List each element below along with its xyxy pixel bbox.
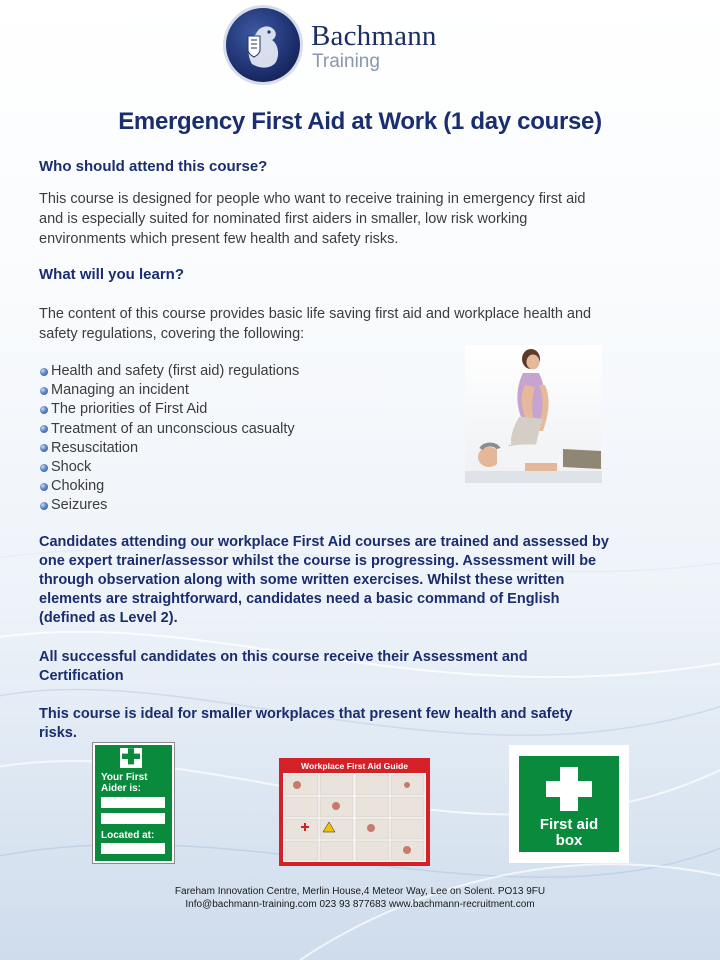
text-line: (defined as Level 2). [39,610,178,626]
guide-title: Workplace First Aid Guide [301,761,408,771]
text-line: environments which present few health and safety risks. [39,231,399,247]
footer-contact: Info@bachmann-training.com 023 93 877683 www.bachmann-recruitment.com [185,899,535,910]
bullet-icon [40,406,48,414]
bullet-icon [40,444,48,452]
box-line-2: box [555,832,583,849]
text-line: All successful candidates on this course receive their Assessment and [39,649,528,665]
text-line: through observation along with some written exercises. Whilst these written [39,572,565,588]
topic-list [40,362,299,516]
page-title: Emergency First Aid at Work (1 day course) [118,108,602,135]
section-body-who [39,189,679,249]
first-aider-sign [92,742,175,864]
text-line: elements are straightforward, candidates need a basic command of English [39,591,560,607]
lion-crest-icon [222,4,304,86]
list-item: Shock [40,458,299,477]
sign-line-1: Your First [101,772,148,783]
list-item: Health and safety (first aid) regulations [40,362,299,381]
text-line: This course is ideal for smaller workplaces that present few health and safety [39,706,573,722]
list-item: Treatment of an unconscious casualty [40,420,299,439]
first-aid-guide-poster [279,758,430,866]
list-item: Resuscitation [40,439,299,458]
text-line: safety regulations, covering the following: [39,326,305,342]
section-heading-who: Who should attend this course? [39,158,268,175]
ideal-for-paragraph [39,705,679,743]
logo-name: Bachmann [311,20,437,52]
list-item: Managing an incident [40,381,299,400]
section-heading-learn: What will you learn? [39,266,185,283]
text-line: risks. [39,725,77,741]
text-line: The content of this course provides basic life saving first aid and workplace health and [39,306,592,322]
list-item: The priorities of First Aid [40,400,299,419]
first-aid-box-sign [509,745,629,863]
company-logo [218,2,498,88]
text-line: one expert trainer/assessor whilst the course is progressing. Assessment will be [39,553,597,569]
certification-paragraph [39,648,679,686]
sign-line-3: Located at: [101,830,155,841]
text-line: and is especially suited for nominated first aiders in smaller, low risk working [39,211,528,227]
bullet-icon [40,502,48,510]
section-body-learn [39,304,679,344]
bullet-icon [40,464,48,472]
text-line: Certification [39,668,124,684]
footer-address: Fareham Innovation Centre, Merlin House,4 Meteor Way, Lee on Solent. PO13 9FU [174,886,546,897]
assessment-paragraph [39,533,679,628]
bullet-icon [40,483,48,491]
list-item: Seizures [40,496,299,515]
bullet-icon [40,368,48,376]
bullet-icon [40,425,48,433]
text-line: This course is designed for people who want to receive training in emergency first aid [39,191,586,207]
cpr-photo [465,345,602,483]
text-line: Candidates attending our workplace First Aid courses are trained and assessed by [39,534,609,550]
sign-line-2: Aider is: [101,783,142,794]
bullet-icon [40,387,48,395]
box-line-1: First aid [539,816,599,833]
list-item: Choking [40,477,299,496]
logo-subtitle: Training [312,51,380,72]
